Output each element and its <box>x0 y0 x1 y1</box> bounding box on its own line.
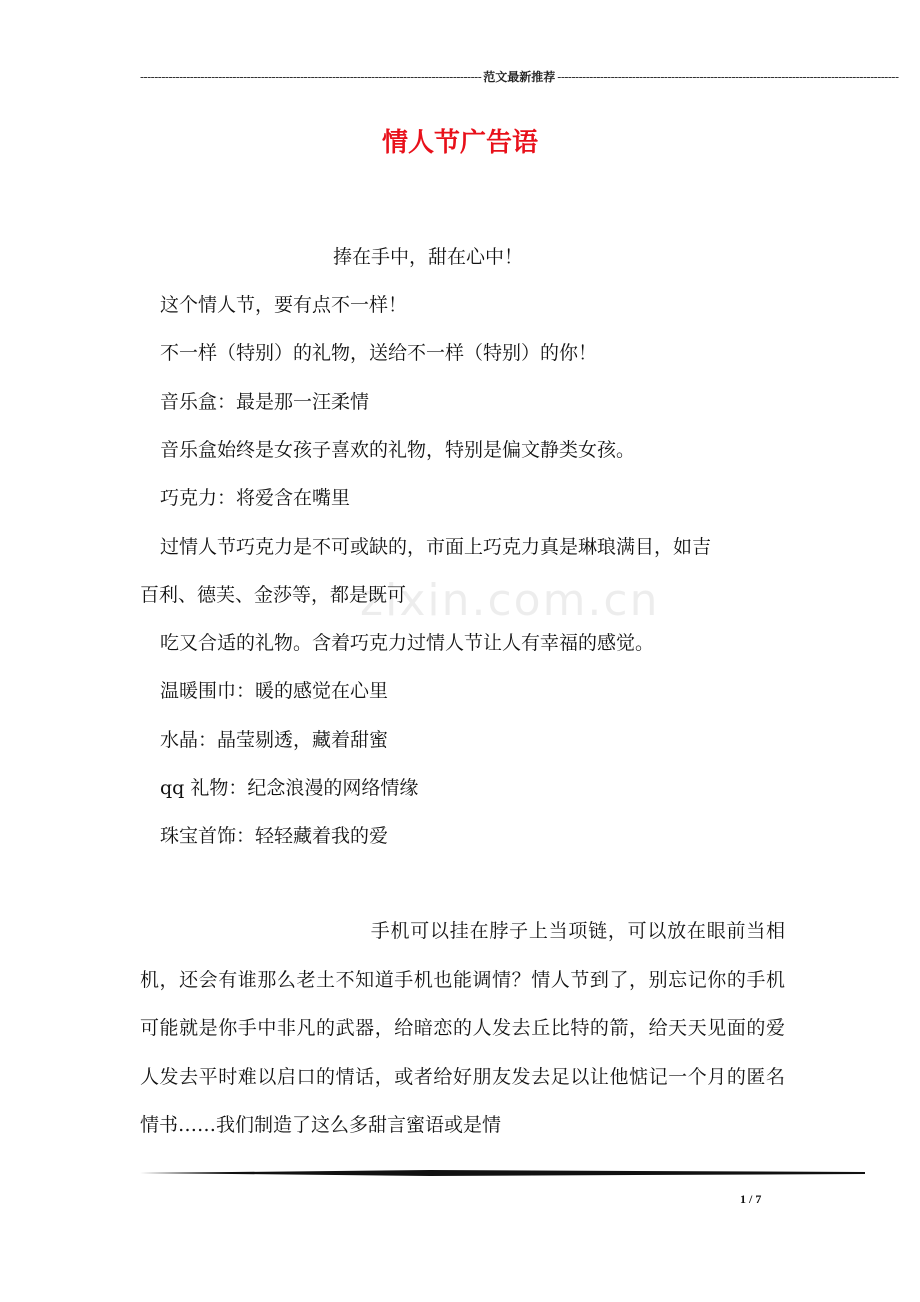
text-line: 过情人节巧克力是不可或缺的，市面上巧克力真是琳琅满目，如吉 <box>160 536 712 558</box>
text-line: 珠宝首饰：轻轻藏着我的爱 <box>160 825 389 847</box>
text-line: 温暖围巾：暖的感觉在心里 <box>160 680 389 702</box>
paragraph-body: 当相机，还会有谁那么老土不知道手机也能调情？情人节到了，别忘记你的手机可能就是你手中非凡的武器，给暗恋的人发去丘比特的箭，给天天见面的爱人发去平时难以启口的情话，或者给好朋友发去足以让他惦记一个月的匿名情书……我们制造了这么多甜言蜜语或是情 <box>140 920 785 1136</box>
text-line: 音乐盒始终是女孩子喜欢的礼物，特别是偏文静类女孩。 <box>160 439 636 461</box>
text-line: 音乐盒：最是那一汪柔情 <box>160 391 370 413</box>
text-line: 这个情人节，要有点不一样！ <box>160 294 408 316</box>
text-line: qq 礼物：纪念浪漫的网络情缘 <box>160 777 419 799</box>
header-label: 范文最新推荐 <box>483 70 556 84</box>
paragraph-lead: 手机可以挂在脖子上当项链，可以放在眼前 <box>370 920 747 942</box>
text-line: 巧克力：将爱含在嘴里 <box>160 487 351 509</box>
text-line: 不一样（特别）的礼物，送给不一样（特别）的你！ <box>160 342 598 364</box>
watermark: zixin.com.cn <box>360 575 660 626</box>
page-header <box>140 68 899 85</box>
slogan-line: 捧在手中，甜在心中！ <box>333 246 524 268</box>
document-title: 情人节广告语 <box>381 128 538 158</box>
footer-rule <box>140 1168 865 1178</box>
page-number: 1 / 7 <box>740 1192 762 1206</box>
text-line: 百利、德芙、金莎等，都是既可 <box>140 584 407 606</box>
body-paragraph <box>140 907 785 1150</box>
text-line: 吃又合适的礼物。含着巧克力过情人节让人有幸福的感觉。 <box>160 632 655 654</box>
header-dashes-right: ------------------------------------------------------------------------------------------------ <box>557 69 899 84</box>
text-line: 水晶：晶莹剔透，藏着甜蜜 <box>160 729 389 751</box>
header-dashes-left: ------------------------------------------------------------------------------------------------ <box>140 69 482 84</box>
